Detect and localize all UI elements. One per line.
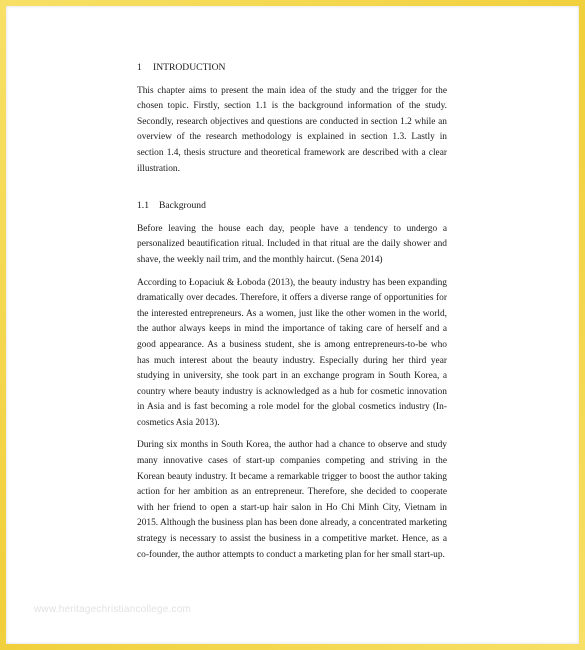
document-body: [137, 60, 447, 570]
section-number: 1: [137, 62, 142, 73]
watermark-text: www.heritagechristiancollege.com: [34, 604, 192, 615]
section-heading-introduction: [137, 60, 447, 76]
section-heading-background: [137, 198, 447, 214]
section-title: INTRODUCTION: [153, 62, 226, 73]
background-paragraph-1: Before leaving the house each day, people have a tendency to undergo a personalized beautification ritual. Included in that ritual are the daily shower and shave, the weekly nail trim, and the monthly haircut. (Sena 2014): [137, 223, 447, 265]
document-page: [6, 6, 579, 644]
background-paragraph-3: During six months in South Korea, the author had a chance to observe and study many innovative cases of start-up companies competing and striving in the Korean beauty industry. It became a remarkable trigger to boost the author taking action for her ambition as an entrepreneur. Therefore, she decided to cooperate with her friend to open a start-up hair salon in Ho Chi Minh City, Vietnam in 2015. Although the business plan has been done already, a concentrated marketing strategy is necessary to assist the business in a competitive market. Hence, as a co-founder, the author attempts to conduct a marketing plan for her small start-up.: [137, 440, 447, 560]
background-paragraph-2: According to Łopaciuk & Łoboda (2013), the beauty industry has been expanding dramatically over decades. Therefore, it offers a diverse range of opportunities for the interested entrepreneurs. As a women, just like the other women in the world, the author always keeps in mind the importance of taking care of herself and a good appearance. As a business student, she is among entrepreneurs-to-be who has much interest about the beauty industry. Especially during her third year studying in university, she took part in an exchange program in South Korea, a country where beauty industry is acknowledged as a hub for cosmetic innovation in Asia and is fast becoming a role model for the global cosmetics industry (In-cosmetics Asia 2013).: [137, 277, 447, 428]
subsection-number: 1.1: [137, 200, 149, 212]
subsection-title: Background: [159, 200, 206, 212]
intro-paragraph: This chapter aims to present the main idea of the study and the trigger for the chosen topic. Firstly, section 1.1 is the background information of the study. Secondly, research objectives and questions are conducted in section 1.2 while an overview of the research methodology is explained in section 1.3. Lastly in section 1.4, thesis structure and theoretical framework are described with a clear illustration.: [137, 85, 447, 174]
